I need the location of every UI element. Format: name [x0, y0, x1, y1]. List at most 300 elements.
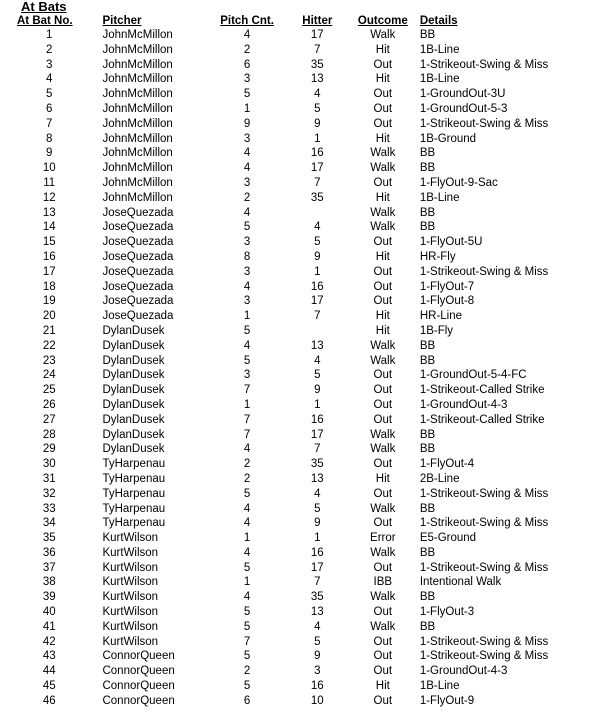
cell-pitch-count: 4 [243, 546, 251, 559]
cell-pitcher: JohnMcMillon [102, 117, 173, 130]
table-row [0, 516, 609, 531]
cell-pitch-count: 1 [243, 310, 251, 323]
cell-details: 1-FlyOut-9 [419, 694, 475, 707]
cell-pitch-count: 2 [243, 472, 251, 485]
cell-outcome: Walk [370, 162, 396, 175]
table-row [0, 235, 609, 250]
cell-details: 1-Strikeout-Swing & Miss [419, 58, 549, 71]
cell-at-bat-no: 18 [42, 280, 56, 293]
cell-hitter: 4 [314, 354, 321, 367]
cell-outcome: Out [373, 88, 393, 101]
cell-details: 1-Strikeout-Swing & Miss [419, 650, 549, 663]
cell-pitch-count: 4 [243, 591, 251, 604]
cell-outcome: Error [370, 532, 396, 545]
cell-pitcher: KurtWilson [102, 576, 159, 589]
table-row [0, 590, 609, 605]
cell-pitch-count: 1 [243, 532, 251, 545]
cell-pitch-count: 5 [243, 487, 251, 500]
cell-at-bat-no: 44 [42, 665, 56, 678]
cell-details: 1-FlyOut-9-Sac [419, 176, 498, 189]
cell-at-bat-no: 10 [42, 162, 56, 175]
cell-details: 1B-Line [419, 43, 460, 56]
cell-pitcher: ConnorQueen [102, 680, 175, 693]
cell-at-bat-no: 19 [42, 295, 56, 308]
table-row [0, 28, 609, 43]
table-row [0, 442, 609, 457]
cell-at-bat-no: 37 [42, 561, 56, 574]
cell-hitter: 9 [314, 250, 321, 263]
cell-hitter: 1 [314, 132, 321, 145]
table-row [0, 117, 609, 132]
cell-pitcher: TyHarpenau [102, 502, 166, 515]
cell-at-bat-no: 20 [42, 310, 56, 323]
cell-at-bat-no: 43 [42, 650, 56, 663]
table-row [0, 531, 609, 546]
cell-pitcher: KurtWilson [102, 635, 159, 648]
cell-hitter: 7 [314, 310, 321, 323]
cell-pitch-count: 3 [243, 369, 251, 382]
cell-at-bat-no: 31 [42, 472, 56, 485]
cell-pitch-count: 4 [243, 517, 251, 530]
cell-details: BB [419, 221, 436, 234]
cell-details: 1-FlyOut-3 [419, 606, 475, 619]
cell-hitter: 10 [310, 694, 324, 707]
cell-at-bat-no: 3 [46, 58, 53, 71]
cell-pitcher: DylanDusek [102, 354, 165, 367]
cell-hitter: 35 [310, 191, 324, 204]
cell-hitter: 4 [314, 487, 321, 500]
cell-details: 1-Strikeout-Swing & Miss [419, 117, 549, 130]
cell-pitcher: DylanDusek [102, 324, 165, 337]
cell-outcome: Hit [375, 43, 390, 56]
cell-hitter: 1 [314, 532, 321, 545]
cell-hitter: 16 [310, 680, 324, 693]
cell-at-bat-no: 9 [46, 147, 53, 160]
table-row [0, 309, 609, 324]
cell-pitcher: KurtWilson [102, 620, 159, 633]
cell-details: 1B-Line [419, 73, 460, 86]
table-row [0, 102, 609, 117]
cell-outcome: Out [373, 369, 393, 382]
cell-details: BB [419, 502, 436, 515]
cell-pitcher: JohnMcMillon [102, 43, 173, 56]
cell-details: 1-GroundOut-3U [419, 88, 506, 101]
cell-pitch-count: 3 [243, 295, 251, 308]
cell-pitch-count: 7 [243, 635, 251, 648]
table-row [0, 398, 609, 413]
cell-hitter: 5 [314, 635, 321, 648]
at-bats-table [0, 14, 609, 709]
column-header-at-bat-no: At Bat No. [17, 15, 73, 27]
cell-outcome: Out [373, 176, 393, 189]
cell-pitch-count: 5 [243, 561, 251, 574]
cell-at-bat-no: 11 [43, 176, 56, 189]
cell-at-bat-no: 1 [46, 29, 53, 41]
table-row [0, 220, 609, 235]
sheet-title: At Bats [21, 0, 67, 14]
cell-pitcher: JohnMcMillon [102, 132, 173, 145]
cell-hitter: 35 [310, 58, 324, 71]
cell-pitch-count: 1 [243, 102, 251, 115]
table-row [0, 161, 609, 176]
cell-details: 1-GroundOut-5-4-FC [419, 369, 527, 382]
cell-pitcher: DylanDusek [102, 428, 165, 441]
cell-at-bat-no: 32 [42, 487, 56, 500]
cell-hitter: 9 [314, 517, 321, 530]
cell-hitter: 7 [314, 43, 321, 56]
cell-outcome: Hit [375, 191, 390, 204]
cell-hitter: 7 [314, 576, 321, 589]
cell-details: BB [419, 443, 436, 456]
cell-pitch-count: 2 [243, 191, 251, 204]
table-row [0, 176, 609, 191]
cell-details: 1B-Ground [419, 132, 477, 145]
cell-outcome: Out [373, 487, 393, 500]
table-row [0, 294, 609, 309]
cell-pitch-count: 3 [243, 73, 251, 86]
cell-pitcher: KurtWilson [102, 546, 159, 559]
cell-hitter: 35 [310, 591, 324, 604]
cell-at-bat-no: 38 [42, 576, 56, 589]
cell-outcome: Out [373, 280, 393, 293]
cell-details: 1B-Fly [419, 324, 454, 337]
cell-at-bat-no: 39 [42, 591, 56, 604]
cell-pitcher: JoseQuezada [102, 250, 174, 263]
cell-outcome: Hit [375, 132, 390, 145]
cell-pitcher: TyHarpenau [102, 487, 166, 500]
cell-outcome: Out [373, 635, 393, 648]
cell-pitch-count: 4 [243, 147, 251, 160]
cell-pitcher: DylanDusek [102, 443, 165, 456]
cell-pitch-count: 3 [243, 176, 251, 189]
cell-hitter: 16 [310, 147, 324, 160]
cell-pitcher: JoseQuezada [102, 295, 174, 308]
cell-pitch-count: 6 [243, 694, 251, 707]
cell-pitcher: JohnMcMillon [102, 176, 173, 189]
cell-pitcher: JohnMcMillon [102, 162, 173, 175]
table-row [0, 383, 609, 398]
cell-hitter: 17 [310, 295, 324, 308]
cell-pitcher: JoseQuezada [102, 221, 174, 234]
cell-hitter: 4 [314, 221, 321, 234]
cell-at-bat-no: 2 [46, 43, 53, 56]
cell-pitch-count: 5 [243, 680, 251, 693]
cell-hitter: 9 [314, 650, 321, 663]
cell-pitcher: JohnMcMillon [102, 58, 173, 71]
cell-outcome: Out [373, 117, 393, 130]
table-row [0, 649, 609, 664]
cell-pitch-count: 3 [243, 236, 251, 249]
cell-details: 1-GroundOut-4-3 [419, 665, 508, 678]
table-row [0, 502, 609, 517]
cell-hitter: 17 [310, 428, 324, 441]
cell-pitch-count: 2 [243, 43, 251, 56]
cell-at-bat-no: 46 [42, 694, 56, 707]
cell-pitcher: JohnMcMillon [102, 29, 173, 41]
cell-hitter: 9 [314, 117, 321, 130]
cell-details: 1-FlyOut-7 [419, 280, 475, 293]
table-row [0, 546, 609, 561]
cell-pitcher: JoseQuezada [102, 310, 174, 323]
table-body [0, 28, 609, 709]
cell-details: 1-GroundOut-5-3 [419, 102, 508, 115]
cell-pitch-count: 8 [243, 250, 251, 263]
cell-outcome: Out [373, 458, 393, 471]
column-header-details: Details [419, 15, 458, 27]
table-row [0, 664, 609, 679]
table-row [0, 250, 609, 265]
cell-outcome: Walk [370, 147, 396, 160]
cell-pitcher: ConnorQueen [102, 650, 175, 663]
cell-hitter: 16 [310, 546, 324, 559]
cell-hitter: 13 [310, 339, 324, 352]
cell-pitcher: DylanDusek [102, 384, 165, 397]
cell-at-bat-no: 34 [42, 517, 56, 530]
cell-details: HR-Fly [419, 250, 456, 263]
cell-details: BB [419, 162, 436, 175]
cell-pitch-count: 5 [243, 88, 251, 101]
cell-outcome: Out [373, 517, 393, 530]
cell-details: BB [419, 354, 436, 367]
cell-pitch-count: 6 [243, 58, 251, 71]
cell-pitcher: JoseQuezada [102, 236, 174, 249]
cell-pitch-count: 4 [243, 280, 251, 293]
table-row [0, 679, 609, 694]
cell-outcome: Out [373, 58, 393, 71]
cell-details: 1-Strikeout-Swing & Miss [419, 487, 549, 500]
table-row [0, 354, 609, 369]
cell-hitter: 7 [314, 176, 321, 189]
cell-details: 1B-Line [419, 191, 460, 204]
cell-hitter: 13 [310, 606, 324, 619]
cell-pitch-count: 4 [243, 443, 251, 456]
table-row [0, 605, 609, 620]
cell-hitter: 1 [314, 265, 321, 278]
table-row [0, 561, 609, 576]
table-row [0, 487, 609, 502]
column-header-pitcher: Pitcher [102, 15, 142, 27]
column-header-hitter: Hitter [302, 15, 333, 27]
cell-pitcher: JoseQuezada [102, 265, 174, 278]
cell-details: 2B-Line [419, 472, 460, 485]
cell-pitcher: DylanDusek [102, 413, 165, 426]
cell-details: 1-FlyOut-8 [419, 295, 475, 308]
cell-at-bat-no: 30 [42, 458, 56, 471]
cell-details: 1-Strikeout-Swing & Miss [419, 635, 549, 648]
cell-outcome: Hit [375, 310, 390, 323]
cell-pitch-count: 7 [243, 384, 251, 397]
cell-at-bat-no: 26 [42, 398, 56, 411]
table-row [0, 620, 609, 635]
cell-details: 1-Strikeout-Swing & Miss [419, 265, 549, 278]
cell-hitter: 4 [314, 620, 321, 633]
cell-pitcher: DylanDusek [102, 398, 165, 411]
cell-outcome: Out [373, 413, 393, 426]
cell-outcome: Out [373, 650, 393, 663]
cell-details: 1-GroundOut-4-3 [419, 398, 508, 411]
cell-pitcher: KurtWilson [102, 606, 159, 619]
cell-pitch-count: 1 [243, 576, 251, 589]
cell-at-bat-no: 24 [42, 369, 56, 382]
table-row [0, 575, 609, 590]
cell-details: BB [419, 591, 436, 604]
cell-outcome: Hit [375, 250, 390, 263]
cell-at-bat-no: 23 [42, 354, 56, 367]
cell-pitcher: JohnMcMillon [102, 73, 173, 86]
cell-details: Intentional Walk [419, 576, 502, 589]
cell-pitch-count: 5 [243, 606, 251, 619]
cell-at-bat-no: 14 [42, 221, 56, 234]
cell-details: BB [419, 546, 436, 559]
cell-at-bat-no: 42 [42, 635, 56, 648]
cell-at-bat-no: 5 [46, 88, 53, 101]
cell-pitcher: DylanDusek [102, 339, 165, 352]
table-row [0, 413, 609, 428]
cell-pitch-count: 5 [243, 650, 251, 663]
table-row [0, 43, 609, 58]
cell-at-bat-no: 4 [46, 73, 53, 86]
cell-pitcher: JoseQuezada [102, 206, 174, 219]
cell-pitcher: JohnMcMillon [102, 88, 173, 101]
table-row [0, 472, 609, 487]
cell-at-bat-no: 7 [46, 117, 53, 130]
cell-pitch-count: 5 [243, 221, 251, 234]
table-row [0, 457, 609, 472]
cell-pitch-count: 2 [243, 458, 251, 471]
cell-outcome: Out [373, 265, 393, 278]
cell-pitch-count: 4 [243, 162, 251, 175]
cell-hitter: 17 [310, 561, 324, 574]
table-row [0, 206, 609, 221]
table-row [0, 694, 609, 709]
cell-at-bat-no: 17 [42, 265, 56, 278]
cell-pitcher: JohnMcMillon [102, 147, 173, 160]
cell-pitcher: TyHarpenau [102, 472, 166, 485]
cell-at-bat-no: 40 [42, 606, 56, 619]
cell-pitcher: JoseQuezada [102, 280, 174, 293]
table-row [0, 324, 609, 339]
cell-outcome: Walk [370, 354, 396, 367]
cell-hitter: 13 [310, 73, 324, 86]
cell-at-bat-no: 36 [42, 546, 56, 559]
cell-outcome: Out [373, 606, 393, 619]
cell-pitcher: TyHarpenau [102, 517, 166, 530]
cell-outcome: Walk [370, 206, 396, 219]
cell-outcome: Walk [370, 428, 396, 441]
cell-pitcher: JohnMcMillon [102, 191, 173, 204]
cell-pitch-count: 4 [243, 29, 251, 41]
cell-outcome: Walk [370, 546, 396, 559]
cell-hitter [287, 206, 348, 221]
cell-at-bat-no: 25 [42, 384, 56, 397]
cell-at-bat-no: 16 [42, 250, 56, 263]
cell-pitch-count: 4 [243, 206, 251, 219]
table-row [0, 339, 609, 354]
cell-at-bat-no: 12 [42, 191, 56, 204]
cell-details: BB [419, 29, 436, 41]
cell-pitch-count: 5 [243, 324, 251, 337]
cell-hitter [287, 324, 348, 339]
cell-at-bat-no: 35 [42, 532, 56, 545]
cell-outcome: Hit [375, 324, 390, 337]
cell-pitch-count: 9 [243, 117, 251, 130]
cell-pitcher: TyHarpenau [102, 458, 166, 471]
cell-outcome: Walk [370, 620, 396, 633]
table-row [0, 87, 609, 102]
table-row [0, 146, 609, 161]
cell-pitch-count: 4 [243, 339, 251, 352]
cell-details: BB [419, 428, 436, 441]
cell-at-bat-no: 29 [42, 443, 56, 456]
cell-hitter: 3 [314, 665, 321, 678]
cell-hitter: 5 [314, 502, 321, 515]
cell-outcome: Walk [370, 591, 396, 604]
cell-pitcher: ConnorQueen [102, 694, 175, 707]
cell-details: 1-FlyOut-4 [419, 458, 475, 471]
cell-at-bat-no: 41 [42, 620, 56, 633]
cell-at-bat-no: 21 [42, 324, 56, 337]
cell-at-bat-no: 6 [46, 102, 53, 115]
cell-pitcher: KurtWilson [102, 561, 159, 574]
cell-details: BB [419, 339, 436, 352]
cell-pitcher: JohnMcMillon [102, 102, 173, 115]
cell-outcome: IBB [373, 576, 393, 589]
cell-details: BB [419, 147, 436, 160]
cell-details: HR-Line [419, 310, 463, 323]
table-row [0, 428, 609, 443]
cell-at-bat-no: 33 [42, 502, 56, 515]
cell-details: 1-Strikeout-Called Strike [419, 413, 545, 426]
cell-outcome: Out [373, 398, 393, 411]
cell-pitcher: DylanDusek [102, 369, 165, 382]
cell-hitter: 17 [310, 162, 324, 175]
cell-hitter: 4 [314, 88, 321, 101]
cell-hitter: 17 [310, 29, 324, 41]
cell-details: 1-FlyOut-5U [419, 236, 483, 249]
cell-details: 1-Strikeout-Swing & Miss [419, 517, 549, 530]
cell-pitch-count: 7 [243, 428, 251, 441]
cell-at-bat-no: 15 [42, 236, 56, 249]
cell-pitch-count: 4 [243, 502, 251, 515]
cell-pitch-count: 5 [243, 620, 251, 633]
cell-outcome: Walk [370, 339, 396, 352]
cell-outcome: Walk [370, 29, 396, 41]
cell-details: E5-Ground [419, 532, 477, 545]
column-header-outcome: Outcome [357, 15, 408, 27]
cell-outcome: Out [373, 102, 393, 115]
cell-at-bat-no: 45 [42, 680, 56, 693]
cell-pitcher: KurtWilson [102, 591, 159, 604]
cell-outcome: Hit [375, 472, 390, 485]
table-row [0, 368, 609, 383]
cell-outcome: Walk [370, 443, 396, 456]
cell-pitch-count: 7 [243, 413, 251, 426]
cell-hitter: 9 [314, 384, 321, 397]
cell-hitter: 5 [314, 369, 321, 382]
cell-details: 1B-Line [419, 680, 460, 693]
cell-at-bat-no: 8 [46, 132, 53, 145]
cell-hitter: 35 [310, 458, 324, 471]
cell-at-bat-no: 28 [42, 428, 56, 441]
cell-outcome: Out [373, 561, 393, 574]
cell-hitter: 13 [310, 472, 324, 485]
table-row [0, 265, 609, 280]
cell-hitter: 16 [310, 280, 324, 293]
cell-at-bat-no: 27 [42, 413, 56, 426]
cell-hitter: 1 [314, 398, 321, 411]
cell-pitch-count: 3 [243, 132, 251, 145]
table-row [0, 58, 609, 73]
